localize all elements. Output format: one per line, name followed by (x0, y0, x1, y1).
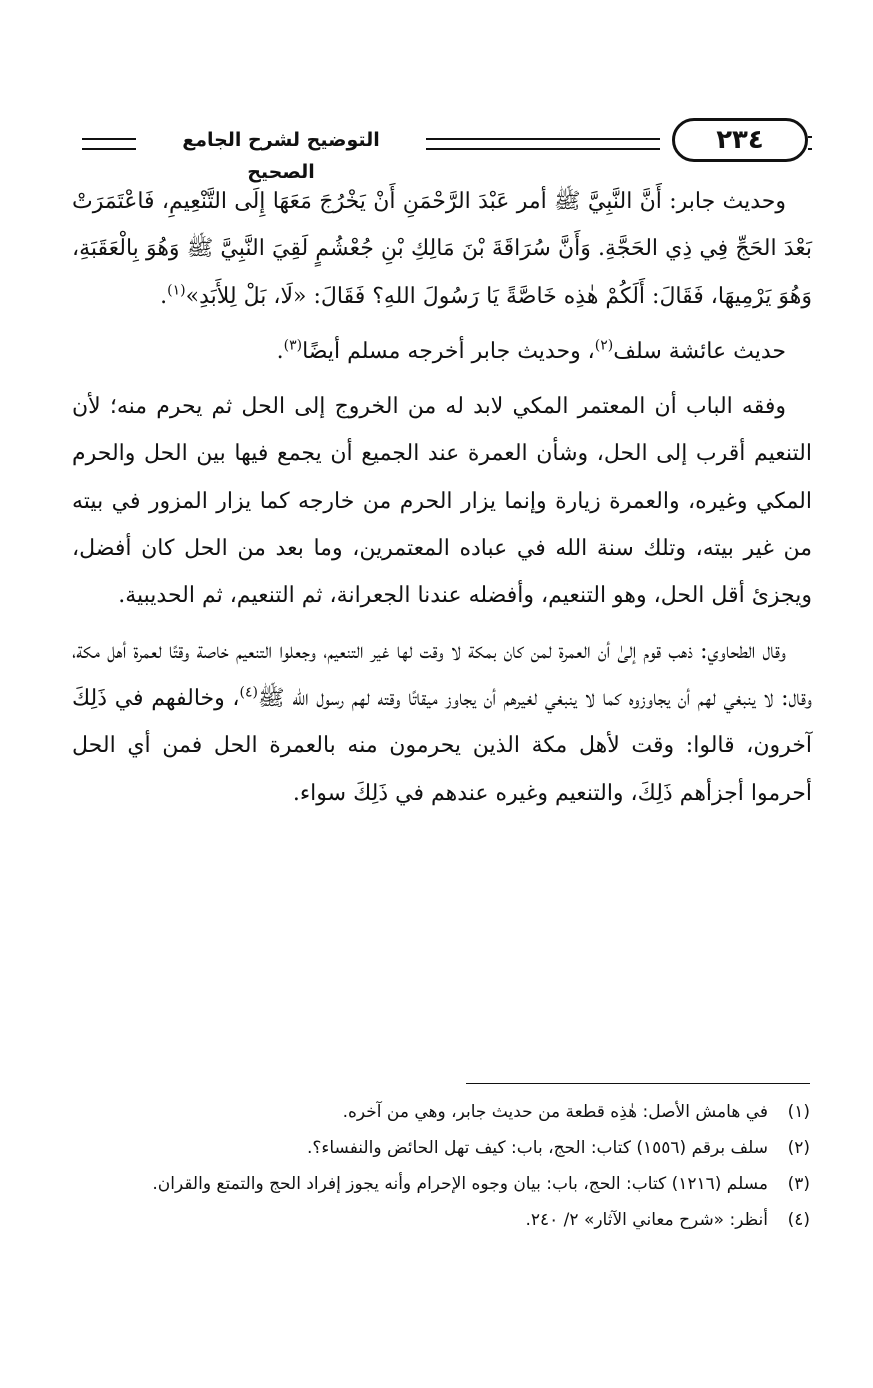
footnote-marker-2: (٢) (594, 337, 614, 354)
footnotes (90, 1094, 810, 1238)
paragraph-text: حديث عائشة سلف (613, 338, 786, 364)
footnote-text: مسلم (١٢١٦) كتاب: الحج، باب: بيان وجوه الإحرام وأنه يجوز إفراد الحج والتمتع والقران. (152, 1174, 768, 1194)
running-title: التوضيح لشرح الجامع الصحيح (182, 129, 380, 183)
page-header (82, 112, 812, 183)
footnote-number: (١) (787, 1102, 810, 1122)
footnote-item (90, 1130, 810, 1166)
sentence-end: . (276, 338, 284, 364)
sentence-end: . (160, 283, 168, 309)
header-rule-left (82, 138, 136, 150)
footnote-number: (٣) (787, 1174, 810, 1194)
paragraph-text: ، وحديث جابر أخرجه مسلم أيضًا (302, 338, 595, 364)
paragraph-tahawi (72, 628, 812, 817)
footnote-marker-1: (١) (167, 282, 186, 299)
footnote-text: سلف برقم (١٥٥٦) كتاب: الحج، باب: كيف تهل الحائض والنفساء؟. (306, 1138, 768, 1158)
paragraph-text: ، وخالفهم في ذَلِكَ آخرون، قالوا: وقت لأهل مكة الذين يحرمون منه بالعمرة الحل فمن أي الحل أحرموا أجزأهم ذَلِكَ، والتنعيم وغيره عندهم في ذَلِكَ سواء. (72, 685, 812, 806)
footnote-number: (٤) (787, 1210, 810, 1230)
footnote-marker-3: (٣) (283, 337, 303, 354)
main-text (72, 178, 812, 817)
paragraph-text: وحديث جابر: أَنَّ النَّبِيَّ ﷺ أمر عَبْدَ الرَّحْمَنِ أَنْ يَخْرُجَ مَعَهَا إِلَى التَّنْعِيمِ، فَاعْتَمَرَتْ بَعْدَ الحَجِّ فِي ذِي الحَجَّةِ. وَأَنَّ سُرَاقَةَ بْنَ مَالِكِ بْنِ جُعْشُمٍ لَقِيَ النَّبِيَّ ﷺ وَهُوَ بِالْعَقَبَةِ، وَهُوَ يَرْمِيهَا، فَقَالَ: أَلَكُمْ هٰذِه خَاصَّةً يَا رَسُولَ اللهِ؟ فَقَالَ: «لَا، بَلْ لِلأَبَدِ» (72, 189, 813, 309)
paragraph-aisha-hadith (72, 328, 812, 375)
footnote-marker-4: (٤) (239, 684, 258, 701)
footnote-item (90, 1094, 810, 1130)
paragraph-text: وفقه الباب أن المعتمر المكي لابد له من الخروج إلى الحل ثم يحرم منه؛ لأن التنعيم أقرب إلى الحل، وشأن العمرة عند الجميع أن يجمع فيها بين الحل والحرم المكي وغيره، والعمرة زيارة وإنما يزار الحرم من خارجه كما يزار المزور في بيته من غير بيته، وتلك سنة الله في عباده المعتمرين، وما بعد من الحل كان أفضل، ويجزئ أقل الحل، وهو التنعيم، وأفضله عندنا الجعرانة، ثم التنعيم، ثم الحديبية. (72, 394, 812, 609)
footnote-number: (٢) (787, 1138, 810, 1158)
paragraph-jabir-hadith (72, 178, 812, 320)
footnote-text: في هامش الأصل: هٰذِه قطعة من حديث جابر، وهي من آخره. (342, 1102, 768, 1122)
paragraph-fiqh (72, 383, 812, 619)
footnote-item (90, 1166, 810, 1202)
page-number: ٢٣٤ (672, 118, 808, 162)
header-rule-right (808, 136, 812, 150)
paragraph-text: وقال الطحاوي: ذهب قوم إلىٰ أن العمرة لمن كان بمكة لا وقت لها غير التنعيم، وجعلوا التنعيم خاصة وقتًا لعمرة أهل مكة، وقال: لا ينبغي لهم أن يجاوزوه كما لا ينبغي لغيرهم أن يجاوز ميقاتًا وقته لهم رسول الله ﷺ (72, 638, 813, 711)
footnote-separator (466, 1083, 810, 1084)
header-rule-middle (426, 138, 660, 150)
footnote-item (90, 1202, 810, 1238)
footnote-text: أنظر: «شرح معاني الآثار» ٢/ ٢٤٠. (525, 1210, 768, 1230)
